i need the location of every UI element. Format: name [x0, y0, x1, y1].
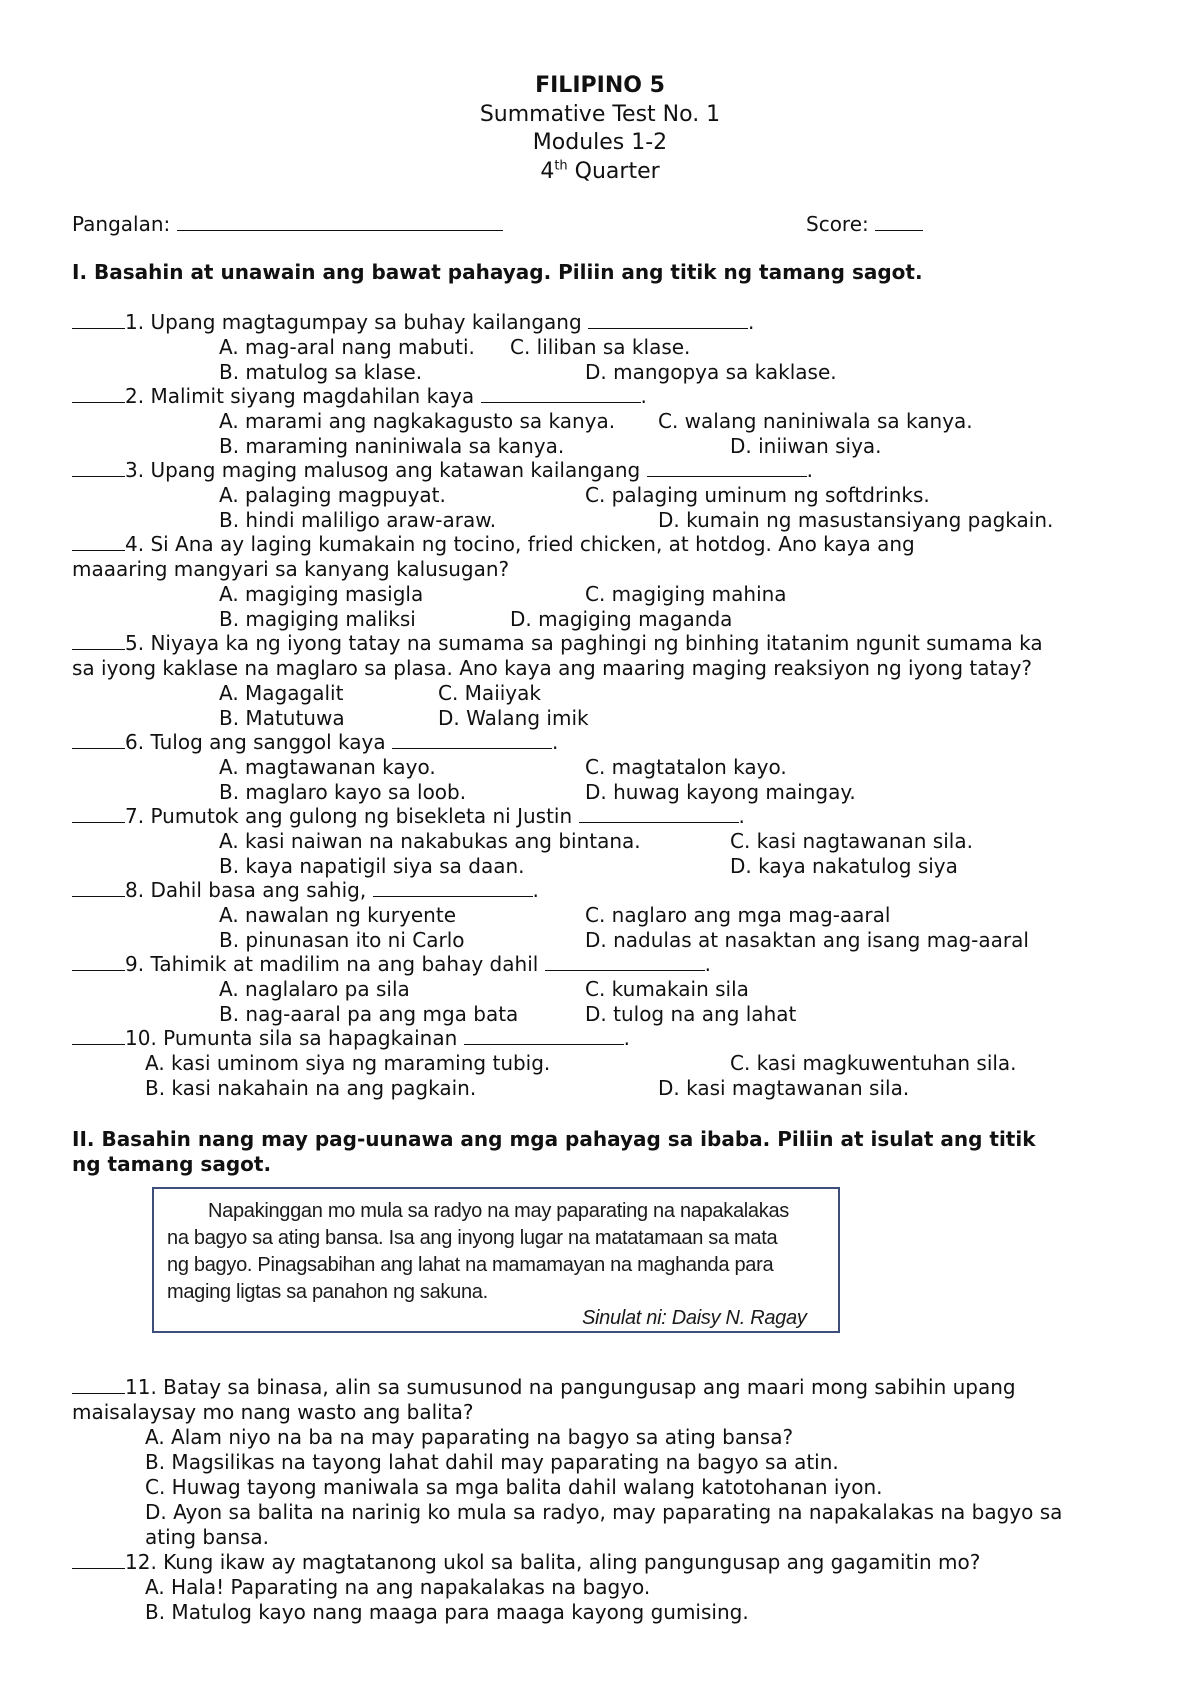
question-6: 6. Tulog ang sanggol kaya . — [72, 730, 558, 754]
fill-blank — [464, 1026, 624, 1045]
choice-a: A. Alam niyo na ba na may paparating na bagyo sa ating bansa? — [145, 1425, 794, 1449]
choice-b: B. matulog sa klase. — [219, 360, 423, 384]
passage-line: ng bagyo. Pinagsabihan ang lahat na mamamayan na maghanda para — [167, 1254, 774, 1276]
choice-b: B. kasi nakahain na ang pagkain. — [145, 1076, 477, 1100]
name-field — [72, 212, 503, 236]
passage-author: Sinulat ni: Daisy N. Ragay — [582, 1307, 807, 1329]
fill-blank — [579, 804, 739, 823]
passage-line: Napakinggan mo mula sa radyo na may paparating na napakalakas — [208, 1200, 789, 1222]
choice-b: B. Matulog kayo nang maaga para maaga kayong gumising. — [145, 1600, 749, 1624]
question-10: 10. Pumunta sila sa hapagkainan . — [72, 1026, 630, 1050]
question-12: 12. Kung ikaw ay magtatanong ukol sa balita, aling pangungusap ang gagamitin mo? — [72, 1550, 980, 1574]
question-1: 1. Upang magtagumpay sa buhay kailangang . — [72, 310, 754, 334]
choice-a: A. mag-aral nang mabuti. — [219, 335, 475, 359]
choice-b: B. nag-aaral pa ang mga bata — [219, 1002, 519, 1026]
choice-a: A. magiging masigla — [219, 582, 424, 606]
choice-b: B. magiging maliksi — [219, 607, 416, 631]
choice-d: D. iniiwan siya. — [730, 434, 882, 458]
choice-b: B. Magsilikas na tayong lahat dahil may paparating na bagyo sa atin. — [145, 1450, 839, 1474]
answer-blank[interactable] — [72, 952, 125, 971]
score-blank[interactable] — [875, 212, 923, 231]
answer-blank[interactable] — [72, 1550, 125, 1569]
fill-blank — [545, 952, 705, 971]
answer-blank[interactable] — [72, 1026, 125, 1045]
answer-blank[interactable] — [72, 730, 125, 749]
score-label: Score: — [806, 212, 869, 236]
choice-b: B. kaya napatigil siya sa daan. — [219, 854, 525, 878]
choice-b: B. maraming naniniwala sa kanya. — [219, 434, 565, 458]
choice-c: C. walang naniniwala sa kanya. — [658, 409, 973, 433]
answer-blank[interactable] — [72, 458, 125, 477]
question-11: 11. Batay sa binasa, alin sa sumusunod na pangungusap ang maari mong sabihin upang — [72, 1375, 1016, 1399]
choice-c: C. kumakain sila — [585, 977, 749, 1001]
section2-heading-cont: ng tamang sagot. — [72, 1152, 272, 1176]
choice-b: B. pinunasan ito ni Carlo — [219, 928, 465, 952]
question-5-cont: sa iyong kaklase na maglaro sa plasa. Ano kaya ang maaring maging reaksiyon ng iyong tatay? — [72, 656, 1033, 680]
choice-d: D. Ayon sa balita na narinig ko mula sa radyo, may paparating na napakalakas na bagyo sa — [145, 1500, 1063, 1524]
score-field — [806, 212, 923, 236]
choice-b: B. maglaro kayo sa loob. — [219, 780, 467, 804]
choice-c: C. liliban sa klase. — [510, 335, 691, 359]
question-3: 3. Upang maging malusog ang katawan kailangang . — [72, 458, 813, 482]
section1-heading: I. Basahin at unawain ang bawat pahayag. Piliin ang titik ng tamang sagot. — [72, 260, 923, 284]
answer-blank[interactable] — [72, 631, 125, 650]
choice-d: D. kumain ng masustansiyang pagkain. — [658, 508, 1054, 532]
passage-line: maging ligtas sa panahon ng sakuna. — [167, 1281, 488, 1303]
choice-d: D. kasi magtawanan sila. — [658, 1076, 910, 1100]
choice-c: C. kasi magkuwentuhan sila. — [730, 1051, 1017, 1075]
question-4-cont: maaaring mangyari sa kanyang kalusugan? — [72, 557, 510, 581]
question-5: 5. Niyaya ka ng iyong tatay na sumama sa paghingi ng binhing itatanim ngunit sumama ka — [72, 631, 1043, 655]
worksheet-modules: Modules 1-2 — [532, 130, 668, 155]
question-7: 7. Pumutok ang gulong ng bisekleta ni Justin . — [72, 804, 745, 828]
answer-blank[interactable] — [72, 532, 125, 551]
name-blank[interactable] — [177, 212, 503, 231]
passage-box — [152, 1187, 840, 1333]
worksheet-title: FILIPINO 5 — [535, 73, 665, 98]
choice-a: A. marami ang nagkakagusto sa kanya. — [219, 409, 616, 433]
passage-line: na bagyo sa ating bansa. Isa ang inyong lugar na matatamaan sa mata — [167, 1227, 778, 1249]
choice-a: A. palaging magpuyat. — [219, 483, 446, 507]
fill-blank — [481, 384, 641, 403]
answer-blank[interactable] — [72, 804, 125, 823]
choice-c: C. Huwag tayong maniwala sa mga balita dahil walang katotohanan iyon. — [145, 1475, 883, 1499]
answer-blank[interactable] — [72, 878, 125, 897]
choice-a: A. kasi naiwan na nakabukas ang bintana. — [219, 829, 641, 853]
question-4: 4. Si Ana ay laging kumakain ng tocino, fried chicken, at hotdog. Ano kaya ang — [72, 532, 915, 556]
choice-c: C. magtatalon kayo. — [585, 755, 787, 779]
choice-c: C. magiging mahina — [585, 582, 787, 606]
question-2: 2. Malimit siyang magdahilan kaya . — [72, 384, 647, 408]
question-9: 9. Tahimik at madilim na ang bahay dahil . — [72, 952, 711, 976]
choice-d-cont: ating bansa. — [145, 1525, 270, 1549]
choice-b: B. hindi maliligo araw-araw. — [219, 508, 497, 532]
choice-d: D. Walang imik — [438, 706, 589, 730]
fill-blank — [392, 730, 552, 749]
choice-a: A. nawalan ng kuryente — [219, 903, 456, 927]
choice-d: D. tulog na ang lahat — [585, 1002, 797, 1026]
worksheet-quarter: 4th Quarter — [540, 158, 660, 184]
section2-heading: II. Basahin nang may pag-uunawa ang mga pahayag sa ibaba. Piliin at isulat ang titik — [72, 1127, 1036, 1151]
question-8: 8. Dahil basa ang sahig, . — [72, 878, 539, 902]
answer-blank[interactable] — [72, 384, 125, 403]
choice-c: C. kasi nagtawanan sila. — [730, 829, 973, 853]
name-label: Pangalan: — [72, 212, 171, 236]
choice-b: B. Matutuwa — [219, 706, 345, 730]
answer-blank[interactable] — [72, 1375, 125, 1394]
choice-d: D. magiging maganda — [510, 607, 733, 631]
choice-a: A. magtawanan kayo. — [219, 755, 436, 779]
worksheet-subtitle: Summative Test No. 1 — [479, 102, 721, 127]
fill-blank — [588, 310, 748, 329]
fill-blank — [373, 878, 533, 897]
choice-d: D. mangopya sa kaklase. — [585, 360, 837, 384]
choice-a: A. naglalaro pa sila — [219, 977, 410, 1001]
choice-a: A. kasi uminom siya ng maraming tubig. — [145, 1051, 551, 1075]
answer-blank[interactable] — [72, 310, 125, 329]
choice-c: C. palaging uminum ng softdrinks. — [585, 483, 930, 507]
choice-d: D. nadulas at nasaktan ang isang mag-aaral — [585, 928, 1029, 952]
fill-blank — [647, 458, 807, 477]
choice-a: A. Magagalit — [219, 681, 344, 705]
choice-d: D. huwag kayong maingay. — [585, 780, 856, 804]
question-11-cont: maisalaysay mo nang wasto ang balita? — [72, 1400, 474, 1424]
choice-d: D. kaya nakatulog siya — [730, 854, 958, 878]
choice-c: C. Maiiyak — [438, 681, 541, 705]
choice-c: C. naglaro ang mga mag-aaral — [585, 903, 891, 927]
choice-a: A. Hala! Paparating na ang napakalakas na bagyo. — [145, 1575, 651, 1599]
